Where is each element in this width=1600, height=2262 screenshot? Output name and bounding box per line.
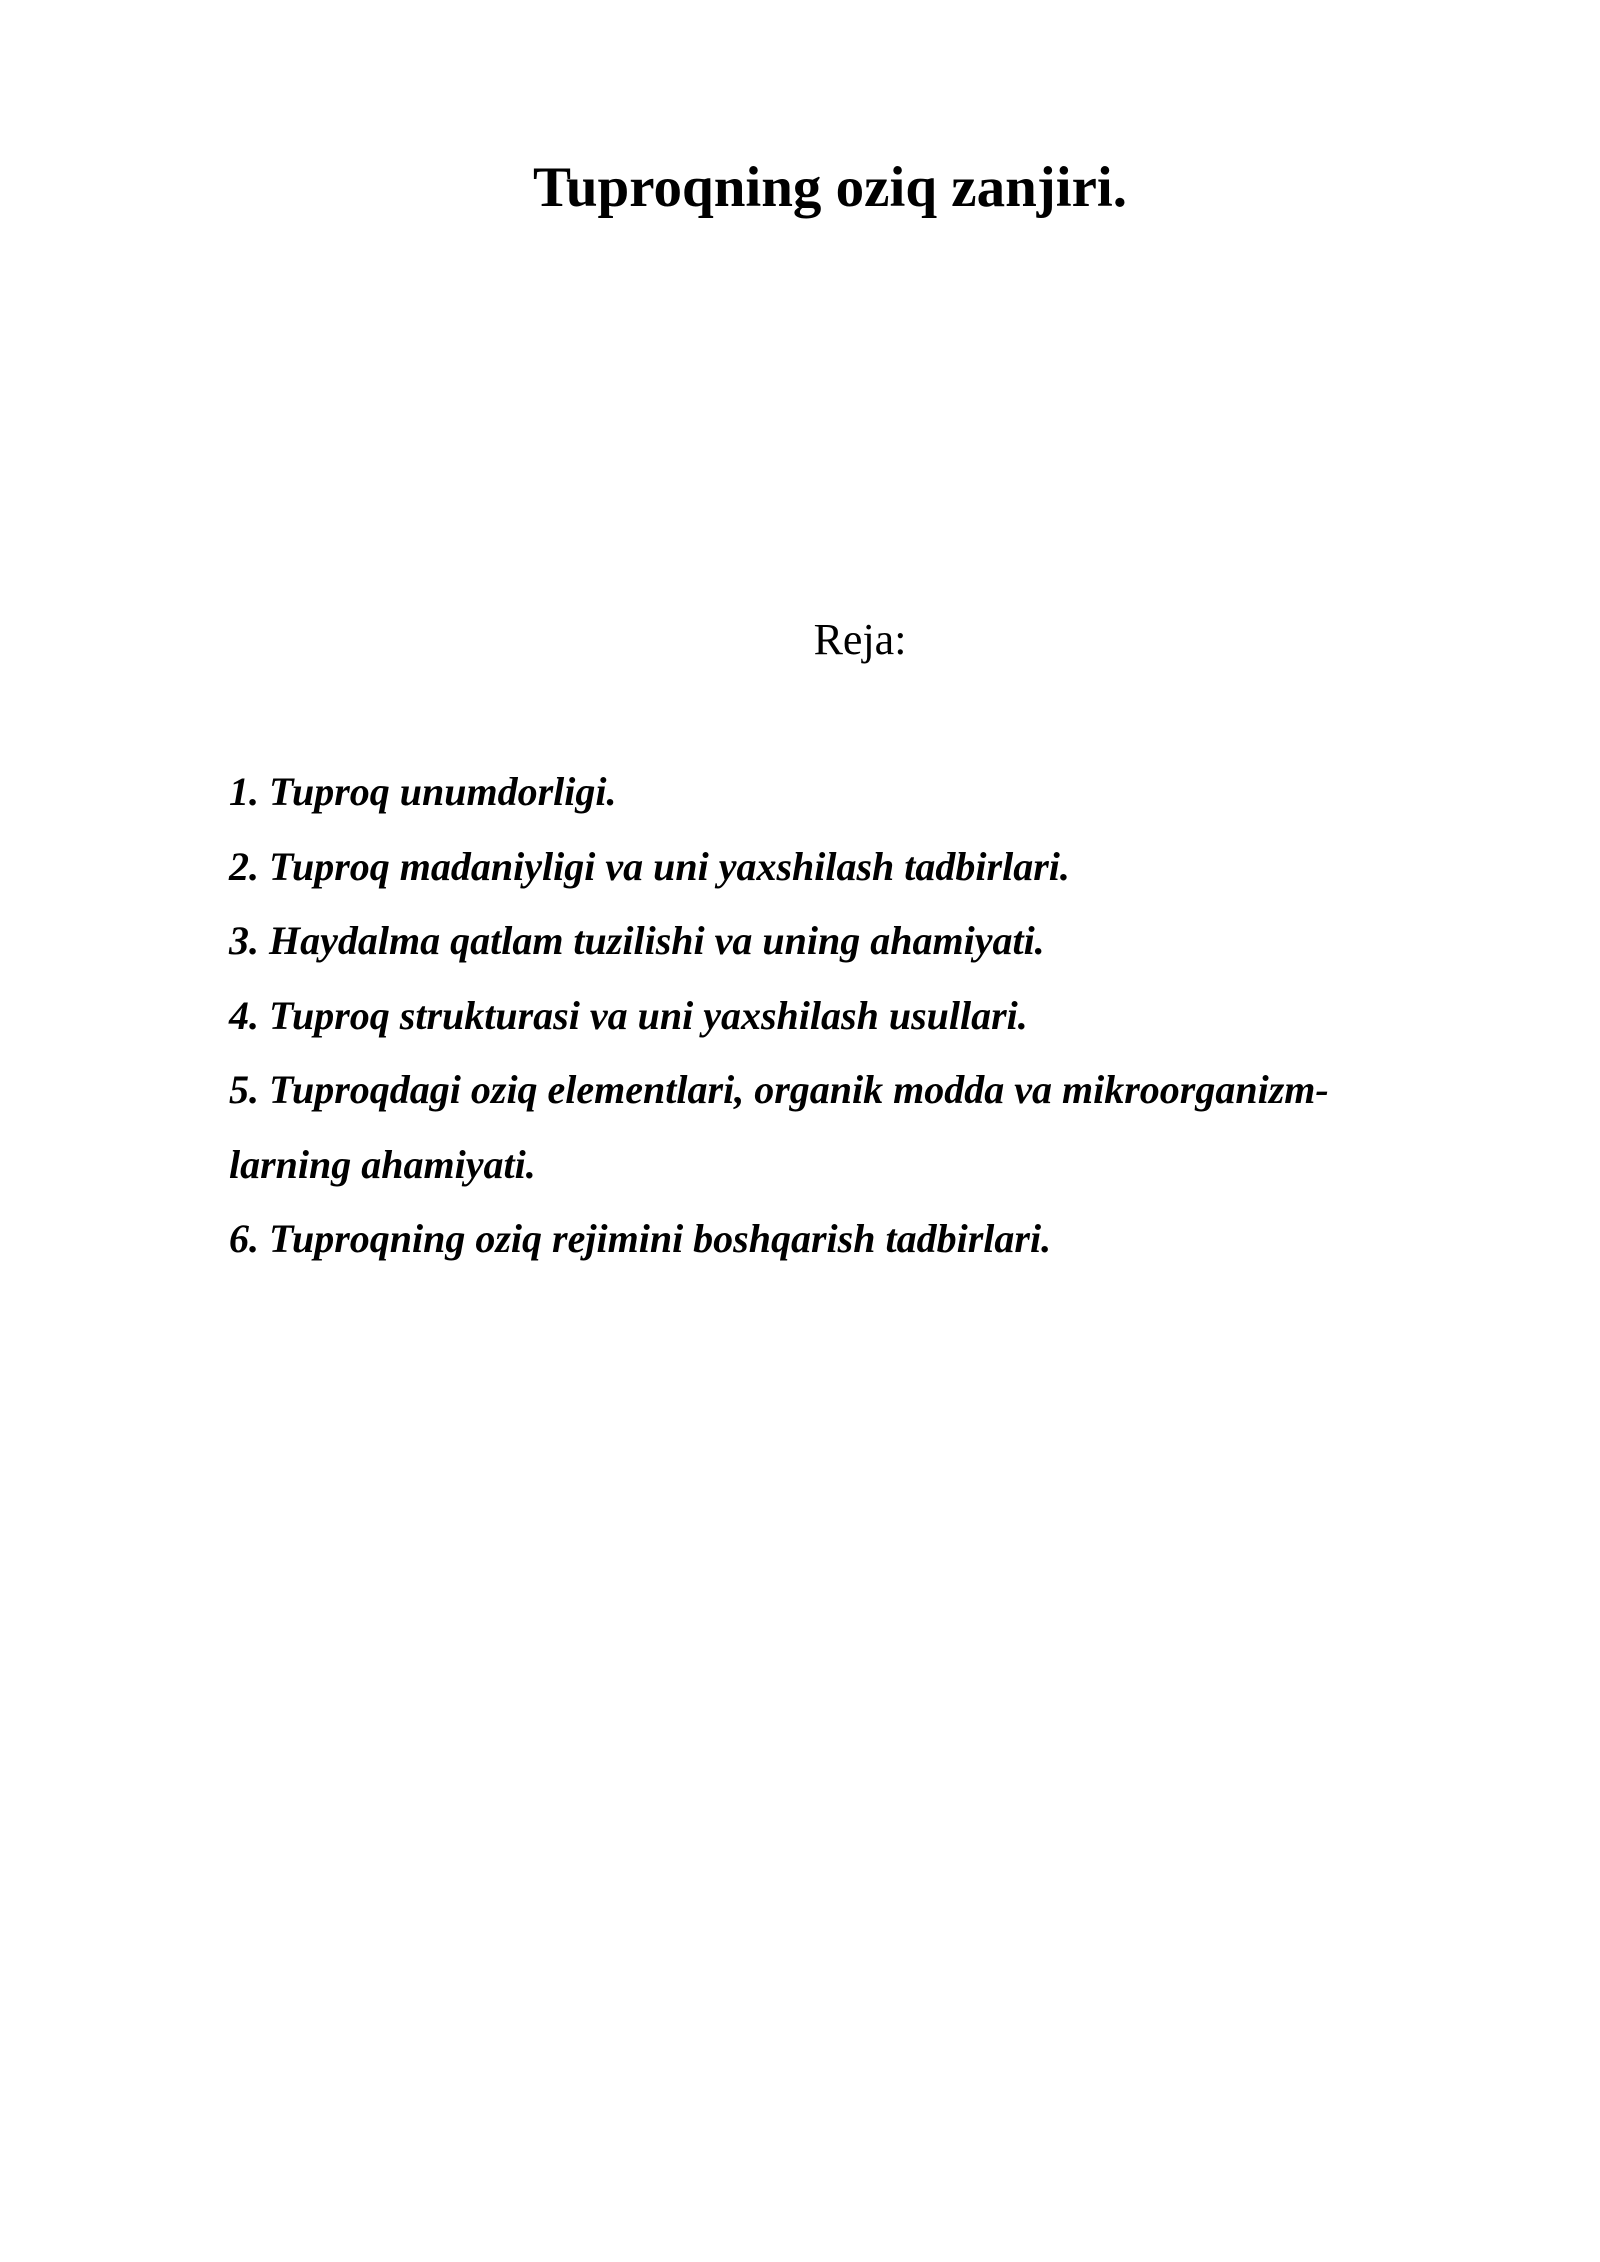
plan-item-6 (229, 1202, 1489, 1277)
plan-item-5 (229, 1053, 1489, 1202)
plan-item-text-continued: larning ahamiyati. (229, 1141, 536, 1187)
plan-item-text: 2. Tuproq madaniyligi va uni yaxshilash tadbirlari. (229, 843, 1070, 889)
plan-item-text: 6. Tuproqning oziq rejimini boshqarish tadbirlari. (229, 1216, 1052, 1261)
plan-item-text: 1. Tuproq unumdorligi. (229, 769, 617, 814)
plan-item-2 (229, 830, 1489, 905)
document-title: Tuproqning oziq zanjiri. (533, 156, 1127, 219)
plan-item-4 (229, 979, 1489, 1054)
plan-item-text: 4. Tuproq strukturasi va uni yaxshilash usullari. (229, 992, 1028, 1038)
plan-item-text: 3. Haydalma qatlam tuzilishi va uning ahamiyati. (229, 918, 1045, 963)
plan-item-1 (229, 755, 1489, 830)
plan-list (229, 755, 1489, 1277)
plan-item-3 (229, 904, 1489, 979)
plan-heading: Reja: (813, 615, 907, 664)
plan-item-text: 5. Tuproqdagi oziq elementlari, organik modda va mikroorganizm- (229, 1067, 1329, 1112)
